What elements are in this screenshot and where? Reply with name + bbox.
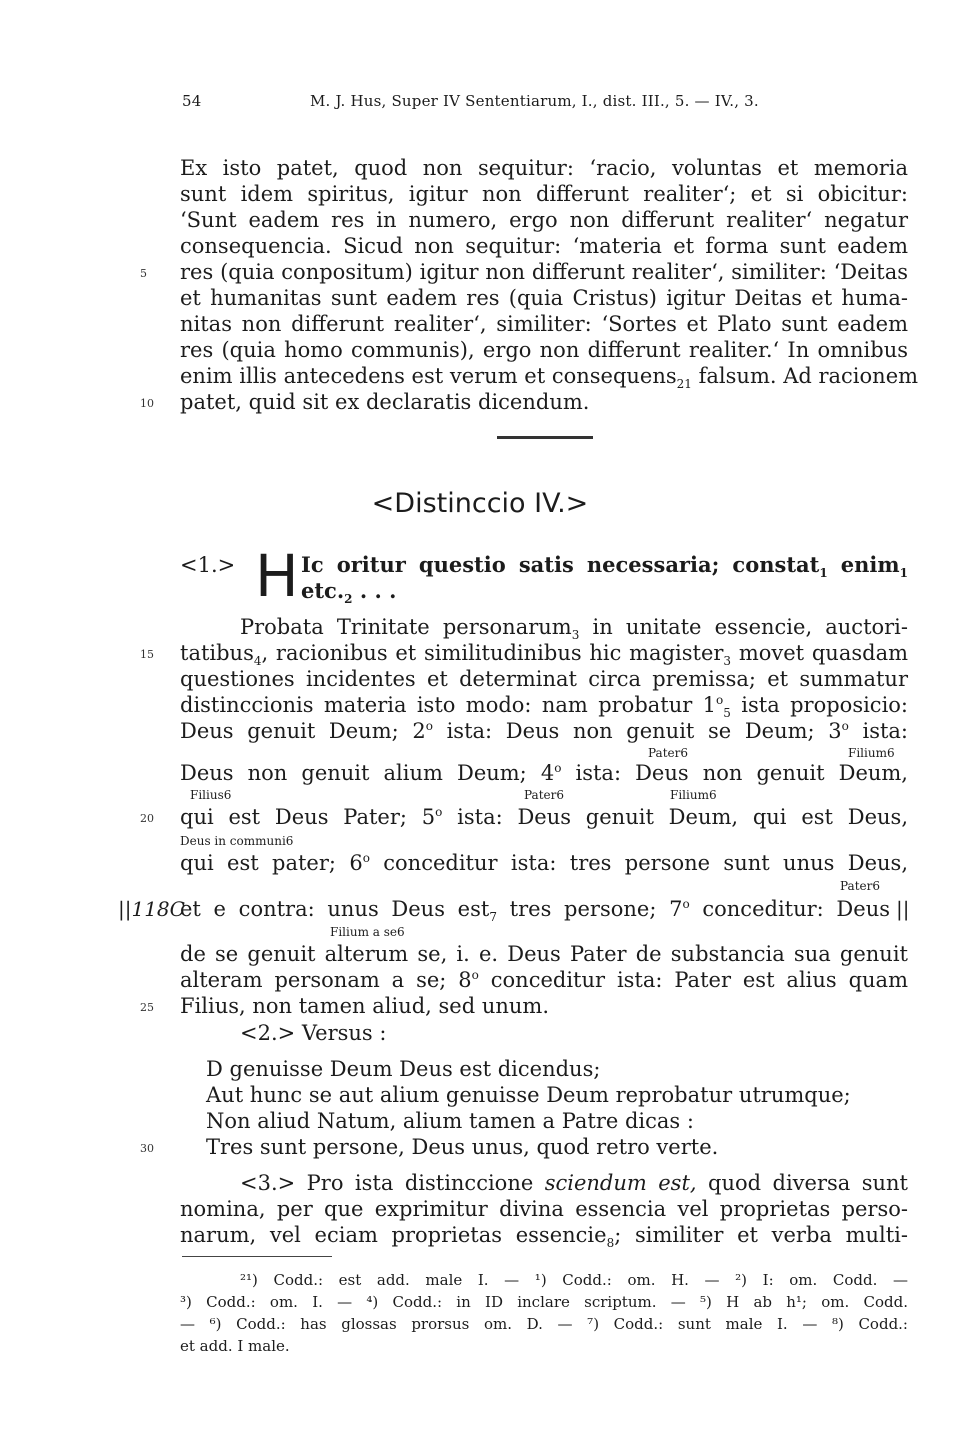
note-ref: 4	[253, 654, 262, 669]
footnote-line: et add. I male.	[180, 1337, 290, 1355]
text-line: et humanitas sunt eadem res (quia Cristus) igitur Deitas et huma-	[180, 286, 908, 310]
text-run: . . .	[352, 578, 397, 603]
page-number: 54	[182, 92, 202, 110]
footnote-line: — ⁶) Codd.: has glossas prorsus om. D. — ⁷) Codd.: sunt male I. — ⁸) Codd.:	[180, 1315, 908, 1333]
text-line: de se genuit alterum se, i. e. Deus Pater de substancia sua genuit	[180, 942, 908, 966]
text-line: sunt idem spiritus, igitur non differunt realiter‘; et si obicitur:	[180, 182, 908, 206]
section-rule	[497, 436, 593, 439]
text-run: et e contra: unus Deus est	[180, 897, 490, 921]
text-line	[180, 718, 908, 744]
text-run: ista: Deus non genuit Deum,	[561, 761, 908, 785]
text-line: res (quia homo communis), ergo non differunt realiter.‘ In omnibus	[180, 338, 908, 362]
note-ref: 21	[676, 377, 692, 392]
note-ref: 7	[489, 910, 497, 925]
text-run: Pro ista distinccione	[295, 1171, 545, 1195]
text-line	[180, 896, 890, 925]
running-title: M. J. Hus, Super IV Sententiarum, I., dist. III., 5. — IV., 3.	[310, 92, 759, 110]
text-line	[180, 850, 908, 876]
note-ref: 5	[723, 706, 731, 721]
text-line	[180, 1222, 908, 1251]
text-line	[180, 760, 908, 786]
text-run: Deus non genuit alium Deum; 4	[180, 761, 555, 785]
note-ref: 3	[571, 628, 580, 643]
text-line	[180, 363, 919, 392]
text-run: ista:	[848, 719, 909, 743]
text-run: qui est pater; 6	[180, 851, 363, 875]
text-line: Filius, non tamen aliud, sed unum.	[180, 994, 549, 1018]
text-line: ‘Sunt eadem res in numero, ergo non differunt realiter‘ negatur	[180, 208, 908, 232]
text-run: falsum. Ad racionem	[691, 364, 919, 388]
text-line	[301, 578, 908, 607]
note-ref: 3	[723, 654, 732, 669]
folio-bars: ||	[896, 897, 910, 921]
text-run: ista proposicio:	[730, 693, 909, 717]
text-run: distinccionis materia isto modo: nam probatur 1	[180, 693, 717, 717]
note-ref: 8	[606, 1236, 615, 1251]
folio-marker	[118, 896, 185, 922]
folio-number: ||118C	[118, 897, 185, 921]
text-line	[180, 692, 909, 721]
verse-line: Non aliud Natum, alium tamen a Patre dicas :	[206, 1109, 694, 1133]
text-run: Ic oritur questio satis necessaria; constat	[301, 552, 820, 577]
ordinal-mark: o	[716, 693, 724, 707]
ordinal-mark: o	[362, 851, 370, 865]
text-run: enim	[827, 552, 900, 577]
text-run: qui est Deus Pater; 5	[180, 805, 436, 829]
interlinear-gloss: Filium6	[848, 746, 895, 760]
interlinear-gloss: Pater6	[840, 879, 880, 893]
text-run: ; similiter et verba multi-	[614, 1223, 908, 1247]
text-line	[301, 552, 908, 581]
ordinal-mark: o	[471, 968, 479, 982]
text-run: sciendum est,	[544, 1171, 697, 1195]
text-line	[180, 967, 908, 993]
section-label: <1.>	[180, 553, 236, 577]
text-run: conceditur ista: tres persone sunt unus Deus,	[369, 851, 908, 875]
text-line: Ex isto patet, quod non sequitur: ‘racio, voluntas et memoria	[180, 156, 908, 180]
line-number: 10	[140, 397, 154, 410]
ordinal-mark: o	[554, 761, 562, 775]
text-run: tatibus	[180, 641, 254, 665]
text-line: res (quia conpositum) igitur non differunt realiter‘, similiter: ‘Deitas	[180, 260, 908, 284]
text-run: conceditur ista: Pater est alius quam	[478, 968, 908, 992]
running-header	[182, 92, 759, 110]
interlinear-gloss: Filius6	[190, 788, 232, 802]
line-number: 15	[140, 648, 154, 661]
text-line: nitas non differunt realiter‘, similiter: ‘Sortes et Plato sunt eadem	[180, 312, 908, 336]
text-run: alteram personam a se; 8	[180, 968, 472, 992]
text-run: narum, vel eciam proprietas essencie	[180, 1223, 607, 1247]
text-run: Deus genuit Deum; 2	[180, 719, 426, 743]
note-ref: 1	[899, 566, 908, 581]
interlinear-gloss: Filium6	[670, 788, 717, 802]
text-line: patet, quid sit ex declaratis dicendum.	[180, 390, 590, 414]
section-label: <3.>	[240, 1171, 296, 1195]
section-label: <2.> Versus :	[240, 1021, 387, 1045]
text-line: questiones incidentes et determinat circa premissa; et summatur	[180, 667, 908, 691]
text-run: ista: Deus genuit Deum, qui est Deus,	[442, 805, 908, 829]
footnote-line: ³) Codd.: om. I. — ⁴) Codd.: in ID inclare scriptum. — ⁵) H ab h¹; om. Codd.	[180, 1293, 908, 1311]
line-number: 25	[140, 1001, 154, 1014]
line-number: 5	[140, 267, 147, 280]
text-run: , racionibus et similitudinibus hic magister	[261, 641, 724, 665]
ordinal-mark: o	[682, 897, 690, 911]
interlinear-gloss: Deus in communi6	[180, 834, 294, 848]
text-line	[180, 640, 908, 669]
text-run: enim illis antecedens est verum et consequens	[180, 364, 677, 388]
ordinal-mark: o	[841, 719, 849, 733]
text-line: nomina, per que exprimitur divina essencia vel proprietas perso-	[180, 1197, 908, 1221]
verse-line: D genuisse Deum Deus est dicendus;	[206, 1057, 601, 1081]
text-run: ista: Deus non genuit se Deum; 3	[432, 719, 842, 743]
ordinal-mark: o	[435, 805, 443, 819]
text-run: Probata Trinitate personarum	[240, 615, 572, 639]
footnote-rule	[182, 1256, 332, 1257]
text-line	[180, 804, 908, 830]
line-number: 20	[140, 812, 154, 825]
ordinal-mark: o	[425, 719, 433, 733]
interlinear-gloss: Pater6	[524, 788, 564, 802]
note-ref: 2	[344, 592, 353, 607]
verse-line: Aut hunc se aut alium genuisse Deum reprobatur utrumque;	[206, 1083, 851, 1107]
text-line	[240, 1170, 908, 1196]
initial-letter: H	[255, 542, 299, 610]
text-line: consequencia. Sicud non sequitur: ‘materia et forma sunt eadem	[180, 234, 908, 258]
note-ref: 1	[819, 566, 828, 581]
footnote-line: ²¹) Codd.: est add. male I. — ¹) Codd.: om. H. — ²) I: om. Codd. —	[240, 1271, 908, 1289]
text-run: tres persone; 7	[496, 897, 683, 921]
text-run: quod diversa sunt	[696, 1171, 909, 1195]
text-run: in unitate essencie, auctori-	[579, 615, 908, 639]
text-run: conceditur: Deus	[689, 897, 890, 921]
distinction-heading: <Distinccio IV.>	[371, 488, 589, 519]
interlinear-gloss: Pater6	[648, 746, 688, 760]
text-run: movet quasdam	[731, 641, 908, 665]
verse-line: Tres sunt persone, Deus unus, quod retro verte.	[206, 1135, 719, 1159]
text-run: etc.	[301, 578, 345, 603]
text-line	[240, 614, 908, 643]
line-number: 30	[140, 1142, 154, 1155]
interlinear-gloss: Filium a se6	[330, 925, 405, 939]
